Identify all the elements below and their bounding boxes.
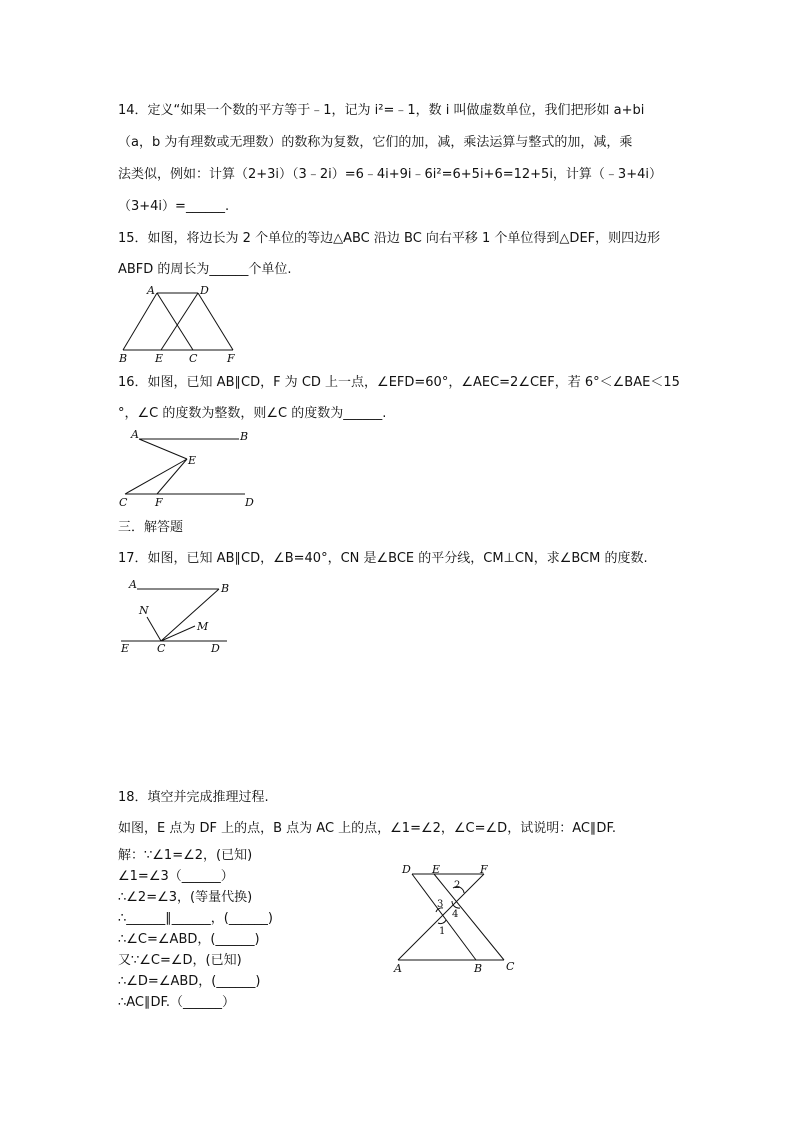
q14-line2: （a，b 为有理数或无理数）的数称为复数，它们的加，减，乘法运算与整式的加，减，乘: [118, 135, 633, 150]
q18-step: ∴AC∥DF.（______）: [118, 995, 236, 1010]
q16-label-a: A: [131, 428, 139, 441]
q18-label-a: A: [394, 962, 402, 975]
q15-figure: [115, 284, 245, 364]
section-heading-answers: 三．解答题: [118, 520, 184, 535]
q15-segment-df: [198, 293, 233, 350]
q18-label-c: C: [506, 960, 515, 973]
q16-segment-ae: [139, 439, 187, 459]
q16-figure: [115, 426, 260, 512]
q18-step: 解：∵∠1=∠2，(已知): [118, 848, 253, 863]
q18-line2: 如图，E 点为 DF 上的点，B 点为 AC 上的点，∠1=∠2，∠C=∠D，试说明：AC∥DF.: [118, 821, 616, 836]
q17-segment-cn: [147, 617, 161, 641]
q17-figure: [115, 574, 235, 654]
q18-angle-label-3: 3: [437, 899, 444, 910]
q17-label-c: C: [157, 642, 166, 654]
q15-label-e: E: [155, 352, 164, 364]
q18-segment-fa: [398, 874, 484, 960]
q18-label-b: B: [474, 962, 483, 975]
q16-segment-ec: [125, 459, 187, 494]
q16-line1: 16．如图，已知 AB∥CD，F 为 CD 上一点，∠EFD=60°，∠AEC=2∠CEF，若 6°＜∠BAE＜15: [118, 375, 680, 390]
q15-label-c: C: [189, 352, 198, 364]
q17-label-b: B: [221, 582, 230, 595]
q17-line1: 17．如图，已知 AB∥CD，∠B=40°，CN 是∠BCE 的平分线，CM⊥CN，求∠BCM 的度数.: [118, 551, 648, 566]
q15-segment-ab: [123, 293, 157, 350]
q18-figure: [390, 858, 520, 978]
q18-step: ∠1=∠3（______）: [118, 869, 234, 884]
q16-label-e: E: [188, 454, 197, 467]
q18-step: ∴∠C=∠ABD，(______): [118, 932, 260, 947]
q16-segment-ef: [157, 459, 187, 494]
q18-angle-label-4: 4: [452, 909, 459, 920]
q18-step: ∴∠D=∠ABD，(______): [118, 974, 261, 989]
q15-label-b: B: [119, 352, 128, 364]
q17-label-d: D: [211, 642, 220, 654]
q15-line2: ABFD 的周长为______个单位.: [118, 262, 292, 277]
q16-label-b: B: [240, 430, 249, 443]
q16-label-c: C: [119, 496, 128, 509]
q16-line2: °，∠C 的度数为整数，则∠C 的度数为______.: [118, 406, 387, 421]
q15-label-d: D: [200, 284, 209, 297]
q18-step: 又∵∠C=∠D，(已知): [118, 953, 242, 968]
q17-label-a: A: [129, 578, 137, 591]
q18-step: ∴∠2=∠3，(等量代换): [118, 890, 253, 905]
q16-label-f: F: [155, 496, 163, 509]
q16-label-d: D: [245, 496, 254, 509]
q18-label-d: D: [402, 863, 411, 876]
q18-step: ∴______∥______，(______): [118, 911, 273, 926]
q17-segment-bc: [161, 589, 219, 641]
q14-line3: 法类似，例如：计算（2+3i）（3﹣2i）=6﹣4i+9i﹣6i²=6+5i+6=12+5i，计算（﹣3+4i）: [118, 167, 662, 182]
q18-angle-label-1: 1: [439, 926, 446, 937]
q14-line4: （3+4i）=______.: [118, 199, 230, 214]
q15-segment-de: [161, 293, 198, 350]
q17-label-m: M: [197, 620, 209, 633]
q18-line1: 18．填空并完成推理过程.: [118, 790, 269, 805]
q15-line1: 15．如图，将边长为 2 个单位的等边△ABC 沿边 BC 向右平移 1 个单位得到△DEF，则四边形: [118, 231, 661, 246]
q18-label-f: F: [480, 863, 488, 876]
q17-label-n: N: [139, 604, 149, 617]
q15-label-f: F: [227, 352, 235, 364]
q17-segment-cm: [161, 626, 195, 641]
q14-line1: 14．定义“如果一个数的平方等于﹣1，记为 i²=﹣1，数 i 叫做虚数单位，我们把形如 a+bi: [118, 103, 645, 118]
q15-label-a: A: [147, 284, 155, 297]
q18-angle-arc-1: [438, 920, 446, 924]
q18-label-e: E: [432, 863, 441, 876]
q18-angle-label-2: 2: [454, 880, 461, 891]
q15-segment-ac: [157, 293, 193, 350]
q17-label-e: E: [121, 642, 130, 654]
